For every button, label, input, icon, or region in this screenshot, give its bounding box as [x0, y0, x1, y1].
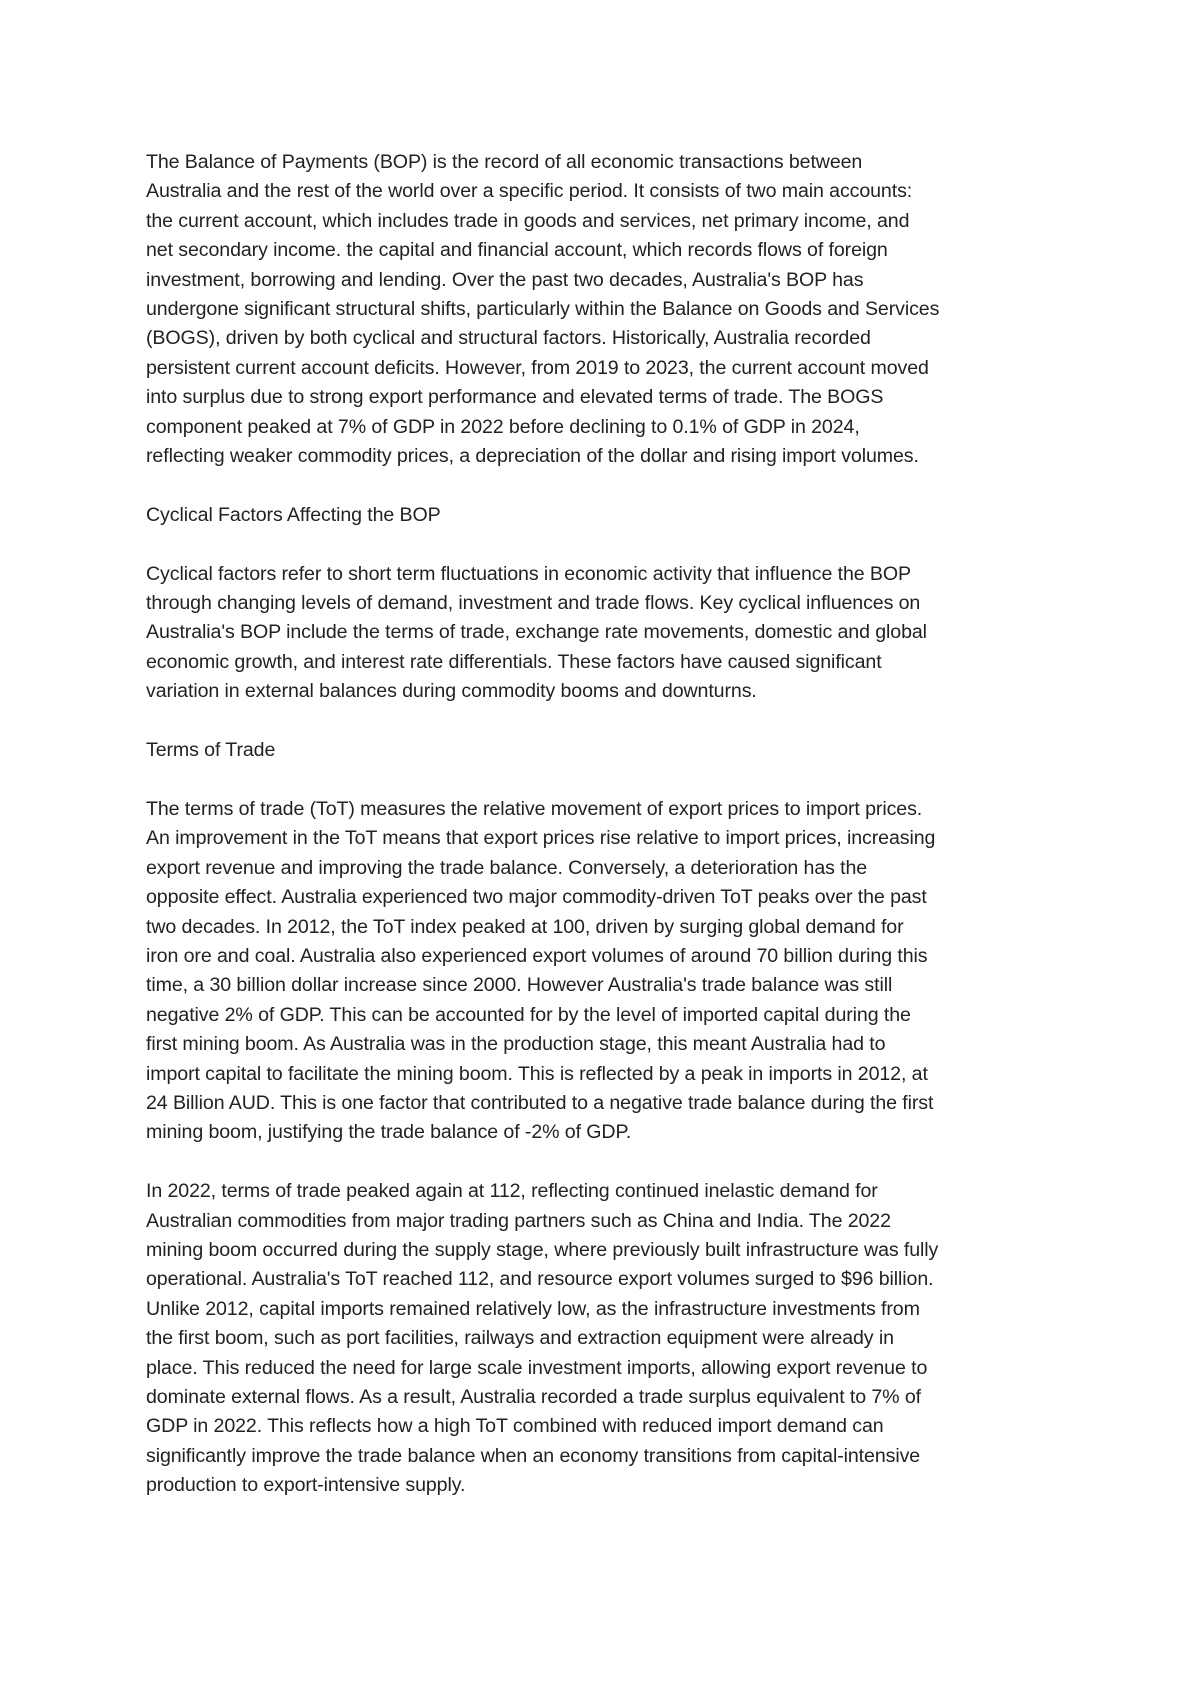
text-line: through changing levels of demand, investment and trade flows. Key cyclical influences on: [146, 592, 921, 615]
text-line: operational. Australia's ToT reached 112, and resource export volumes surged to $96 billion.: [146, 1268, 934, 1291]
text-line: Cyclical factors refer to short term fluctuations in economic activity that influence the BOP: [146, 562, 911, 585]
text-line: In 2022, terms of trade peaked again at 112, reflecting continued inelastic demand for: [146, 1180, 878, 1203]
text-line: reflecting weaker commodity prices, a depreciation of the dollar and rising import volumes.: [146, 445, 919, 468]
text-line: place. This reduced the need for large scale investment imports, allowing export revenue to: [146, 1356, 928, 1379]
text-line: net secondary income. the capital and financial account, which records flows of foreign: [146, 239, 888, 262]
text-line: (BOGS), driven by both cyclical and structural factors. Historically, Australia recorded: [146, 327, 871, 350]
text-line: opposite effect. Australia experienced two major commodity-driven ToT peaks over the past: [146, 886, 927, 909]
intro-paragraph: [146, 148, 1076, 471]
text-line: investment, borrowing and lending. Over the past two decades, Australia's BOP has: [146, 268, 864, 291]
text-line: mining boom, justifying the trade balance of -2% of GDP.: [146, 1121, 632, 1144]
document-body: [146, 148, 1076, 1530]
text-line: An improvement in the ToT means that export prices rise relative to import prices, increasing: [146, 827, 936, 850]
text-line: into surplus due to strong export performance and elevated terms of trade. The BOGS: [146, 386, 884, 409]
text-line: negative 2% of GDP. This can be accounted for by the level of imported capital during the: [146, 1003, 911, 1026]
text-line: the first boom, such as port facilities, railways and extraction equipment were already in: [146, 1327, 894, 1350]
text-line: Australia's BOP include the terms of trade, exchange rate movements, domestic and global: [146, 621, 927, 644]
heading-terms-of-trade: Terms of Trade: [146, 739, 276, 762]
text-line: variation in external balances during commodity booms and downturns.: [146, 680, 757, 703]
terms-of-trade-paragraph: [146, 795, 1076, 1148]
text-line: GDP in 2022. This reflects how a high ToT combined with reduced import demand can: [146, 1415, 884, 1438]
boom-2022-paragraph: [146, 1177, 1076, 1500]
text-line: time, a 30 billion dollar increase since 2000. However Australia's trade balance was still: [146, 974, 893, 997]
text-line: Unlike 2012, capital imports remained relatively low, as the infrastructure investments from: [146, 1297, 920, 1320]
text-line: iron ore and coal. Australia also experienced export volumes of around 70 billion during this: [146, 944, 928, 967]
text-line: dominate external flows. As a result, Australia recorded a trade surplus equivalent to 7% of: [146, 1385, 921, 1408]
text-line: 24 Billion AUD. This is one factor that contributed to a negative trade balance during the first: [146, 1091, 934, 1114]
text-line: significantly improve the trade balance when an economy transitions from capital-intensive: [146, 1444, 921, 1467]
text-line: import capital to facilitate the mining boom. This is reflected by a peak in imports in 2012, at: [146, 1062, 928, 1085]
text-line: the current account, which includes trade in goods and services, net primary income, and: [146, 209, 910, 232]
text-line: export revenue and improving the trade balance. Conversely, a deterioration has the: [146, 856, 868, 879]
text-line: first mining boom. As Australia was in the production stage, this meant Australia had to: [146, 1033, 886, 1056]
text-line: Australia and the rest of the world over a specific period. It consists of two main accounts:: [146, 180, 913, 203]
text-line: Australian commodities from major trading partners such as China and India. The 2022: [146, 1209, 891, 1232]
text-line: component peaked at 7% of GDP in 2022 before declining to 0.1% of GDP in 2024,: [146, 415, 860, 438]
text-line: The terms of trade (ToT) measures the relative movement of export prices to import prices.: [146, 797, 923, 820]
text-line: two decades. In 2012, the ToT index peaked at 100, driven by surging global demand for: [146, 915, 904, 938]
text-line: undergone significant structural shifts, particularly within the Balance on Goods and Services: [146, 298, 940, 321]
text-line: The Balance of Payments (BOP) is the record of all economic transactions between: [146, 151, 863, 173]
heading-cyclical-factors: Cyclical Factors Affecting the BOP: [146, 503, 441, 526]
text-line: production to export-intensive supply.: [146, 1474, 466, 1497]
text-line: economic growth, and interest rate differentials. These factors have caused significant: [146, 650, 882, 673]
text-line: persistent current account deficits. However, from 2019 to 2023, the current account moved: [146, 356, 929, 379]
text-line: mining boom occurred during the supply stage, where previously built infrastructure was fully: [146, 1238, 939, 1261]
cyclical-paragraph: [146, 560, 1076, 707]
